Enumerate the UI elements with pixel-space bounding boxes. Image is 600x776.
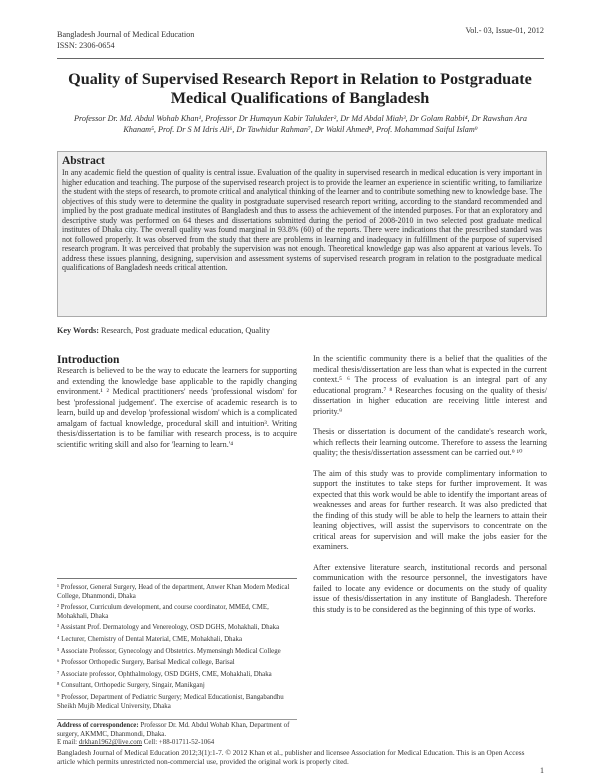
abstract-heading: Abstract: [62, 155, 105, 167]
volume-issue: Vol.- 03, Issue-01, 2012: [465, 26, 544, 35]
journal-header: [57, 30, 194, 51]
footnote: ⁶ Professor Orthopedic Surgery, Barisal Medical college, Barisal: [57, 659, 235, 667]
citation-footer: Bangladesh Journal of Medical Education 2012;3(1):1-7. © 2012 Khan et al., publisher and licensee Association for Medical Education. This is an Open Access article which permits unrestricted non-commercial use, provided the original work is properly cited.: [57, 748, 525, 766]
introduction-text: Research is believed to be the way to educate the learners for supporting and extending the knowledge base applicable to the rapidly changing environment.¹ ² Medical practitioners' needs 'professional wisdom' for best 'professional judgement'. The exercise of academic research is to learn, build up and develop 'professional wisdom' which is a complicated amalgam of factual knowledge, procedural skill and intuition³. Writing thesis/dissertation is to be familiar with research process, is to acquire scientific writing skill and also for 'learning to learn.'⁴: [57, 366, 297, 449]
correspondence-text: Professor Dr. Md. Abdul Wohab Khan, Department of surgery, AKMMC, Dhanmondi, Dhaka.: [57, 722, 290, 738]
paragraph: The aim of this study was to provide complimentary information to support the institutes to take steps for further improvement. It was expected that this work would be able to identify the important areas of weaknesses and areas for further research. It was also predicted that the finding of this study will be able to help the learners to attain their leaning objectives, will assist the supervisors to concentrate on the critical areas for supervision and will make the jobs easier for the examiners.: [313, 468, 547, 551]
correspondence-label: Address of correspondence:: [57, 722, 139, 729]
issn: ISSN: 2306-0654: [57, 40, 115, 50]
footnote: ⁸ Consultant, Orthopedic Surgery, Singair, Manikganj: [57, 682, 205, 690]
affiliation-footnotes: [57, 584, 297, 714]
abstract-box: [57, 151, 547, 317]
keywords: [57, 326, 544, 335]
introduction-heading: Introduction: [57, 354, 120, 366]
footnote: ⁷ Associate professor, Ophthalmology, OSD DGHS, CME, Mohakhali, Dhaka: [57, 670, 272, 678]
page-number: 1: [540, 766, 544, 775]
footnote: ² Professor, Curriculum development, and course coordinator, MMEd, CME, Mohakhali, Dhaka: [57, 604, 269, 620]
right-column: [313, 354, 547, 625]
footnote: ⁴ Lecturer, Chemistry of Dental Material, CME, Mohakhali, Dhaka: [57, 635, 243, 643]
correspondence-divider: [57, 719, 297, 720]
cell-number: Cell: +88-01711-52-1064: [142, 739, 215, 747]
abstract-text: In any academic field the question of quality is central issue. Evaluation of the quality in supervised research in medical education is very important in higher education and teaching. The purpose of the supervised research project is to provide the learner an experience in scientific writing, to familiarize the student with the steps of research, to promote critical and analytical thinking of the learner and to contribute something new to knowledge base. The objectives of this study were to determine the quality in postgraduate supervised research report writing, according to the standard recommended and implied by the post graduate medical institutes of Bangladesh and thus to assess the achievement of the intended purposes. For that an exploratory and descriptive study was performed on 64 theses and dissertations submitted during the period of 2008-2010 in two selected post graduate medical institutes of Dhaka city. The overall quality was found marginal in 93.8% (60) of the reports. There were indications that the prescribed standard was not followed properly. It was observed from the study that there are problems in learning and inadequacy in fulfillment of the purpose of supervised research program. It was perceived that probably the supervision was not enough. Theoretical knowledge gap was also apparent at various levels. To address these issues planning, designing, supervision and assessment systems of supervised research program in relation to the postgraduate medical qualifications of Bangladesh needs critical attention.: [62, 168, 542, 272]
author-list: Professor Dr. Md. Abdul Wohab Khan¹, Professor Dr Humayun Kabir Talukder², Dr Md Abdal Miah³, Dr Golam Rabbi⁴, Dr Rawshan Ara Khanam⁵, Prof. Dr S M Idris Ali⁶, Dr Tawhidur Rahman⁷, Dr Wakil Ahmed⁸, Prof. Mohammad Saiful Islam⁹: [74, 114, 527, 134]
footnotes-divider: [57, 578, 297, 579]
paragraph: After extensive literature search, institutional records and personal communication with the resource personnel, the investigators have failed to locate any evidence or documents on the study of quality issue of thesis/dissertation in any institute of Bangladesh. Therefore this study is to be considered as the beginning of this type of works.: [313, 562, 547, 614]
footnote: ⁹ Professor, Department of Pediatric Surgery; Medical Educationist, Bangabandhu Sheikh Mujib Medical University, Dhaka: [57, 693, 284, 710]
keywords-text: Research, Post graduate medical education, Quality: [98, 326, 270, 335]
journal-name: Bangladesh Journal of Medical Education: [57, 30, 195, 39]
paragraph: In the scientific community there is a belief that the qualities of the medical thesis/dissertation are less than what is expected in the current context.⁵ ⁶ The process of evaluation is an integral part of any educational program.⁷ ⁸ Researches focusing on the quality of thesis/ dissertation in higher education are receiving little interest and priority.⁹: [313, 354, 547, 416]
footnote: ⁵ Associate Professor, Gynecology and Obstetrics. Mymensingh Medical College: [57, 647, 281, 655]
footnote: ¹ Professor, General Surgery, Head of the department, Anwer Khan Modern Medical College, Dhanmondi, Dhaka: [57, 584, 290, 600]
paper-title: Quality of Supervised Research Report in Relation to Postgraduate Medical Qualifications of Bangladesh: [68, 70, 532, 107]
header-divider: [57, 58, 544, 59]
paragraph: Thesis or dissertation is document of the candidate's research work, which reflects their learning outcome. Therefore to assess the learning quality; the thesis/dissertation assessment can be carried out.⁹ ¹⁰: [313, 427, 547, 457]
email-label: E mail:: [57, 739, 79, 747]
email-link[interactable]: drkhan1962@live.com: [78, 739, 143, 747]
correspondence: [57, 722, 297, 748]
keywords-label: Key Words:: [57, 326, 99, 335]
footnote: ³ Assistant Prof. Dermatology and Venereology, OSD DGHS, Mohakhali, Dhaka: [57, 624, 280, 632]
